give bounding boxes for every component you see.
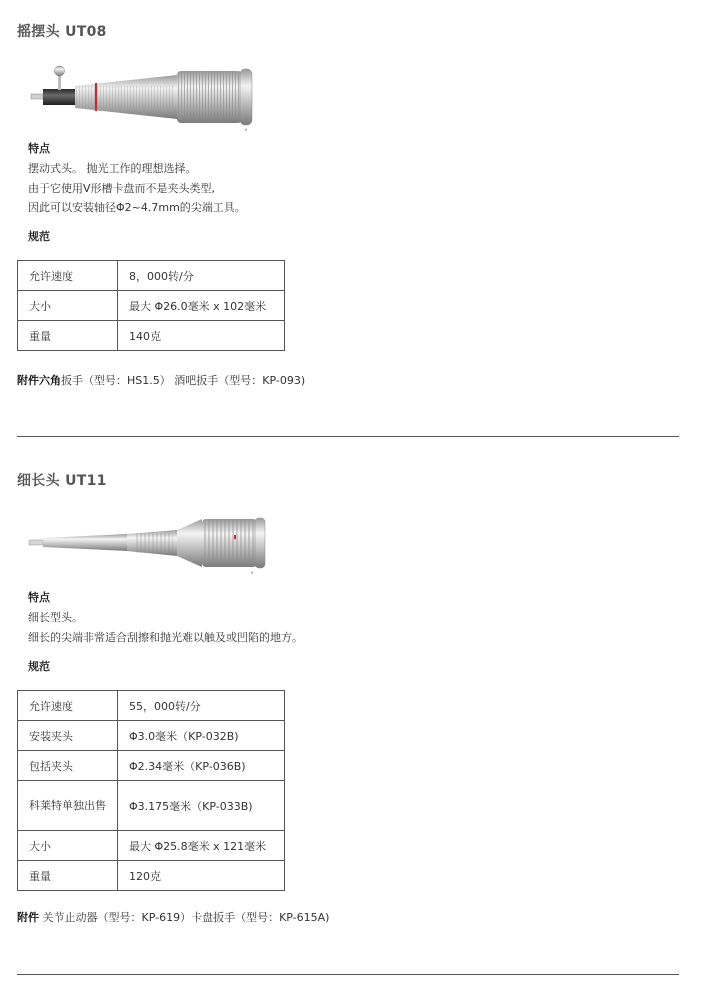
spec-value: 120克 <box>118 861 285 891</box>
spec-label: 规范 <box>28 230 50 243</box>
spec-row <box>18 721 285 751</box>
product-title: 细长头 UT11 <box>17 473 107 489</box>
spec-value: 55，000转/分 <box>118 691 285 721</box>
product-title: 摇摆头 UT08 <box>17 24 107 40</box>
feature-line: 细长的尖端非常适合刮擦和抛光难以触及或凹陷的地方。 <box>28 631 303 644</box>
spec-row <box>18 291 285 321</box>
spec-row <box>18 321 285 351</box>
spec-value: Φ3.175毫米（KP-033B) <box>118 781 285 831</box>
spec-value: 140克 <box>118 321 285 351</box>
spec-value: Φ2.34毫米（KP-036B) <box>118 751 285 781</box>
spec-key: 安装夹头 <box>18 721 118 751</box>
features-label: 特点 <box>28 142 50 155</box>
spec-key: 允许速度 <box>18 691 118 721</box>
feature-line: 因此可以安装轴径Φ2~4.7mm的尖端工具。 <box>28 201 246 214</box>
spec-key: 大小 <box>18 291 118 321</box>
svg-text:▲: ▲ <box>251 570 254 574</box>
spec-key: 重量 <box>18 861 118 891</box>
product-photo-ut08 <box>27 58 267 133</box>
spec-value: 最大 Φ25.8毫米 x 121毫米 <box>118 831 285 861</box>
spec-row <box>18 831 285 861</box>
accessories-text: 关节止动器（型号：KP-619）卡盘扳手（型号：KP-615A) <box>39 911 330 924</box>
spec-key: 包括夹头 <box>18 751 118 781</box>
accessories-text: 扳手（型号：HS1.5） 酒吧扳手（型号：KP-093) <box>61 374 306 387</box>
feature-line: 由于它使用V形槽卡盘而不是夹头类型, <box>28 182 216 195</box>
spec-row <box>18 751 285 781</box>
accessories-line <box>17 372 305 388</box>
accessories-bold: 六角 <box>39 374 61 387</box>
feature-line: 细长型头。 <box>28 611 83 624</box>
spec-table <box>17 260 285 351</box>
spec-value: 最大 Φ26.0毫米 x 102毫米 <box>118 291 285 321</box>
svg-text:▲: ▲ <box>245 127 248 131</box>
features-label: 特点 <box>28 591 50 604</box>
spec-key: 大小 <box>18 831 118 861</box>
spec-value: Φ3.0毫米（KP-032B) <box>118 721 285 751</box>
spec-label: 规范 <box>28 660 50 673</box>
accessories-label: 附件 <box>17 374 39 387</box>
spec-row <box>18 261 285 291</box>
spec-value: 8，000转/分 <box>118 261 285 291</box>
feature-line: 摆动式头。 抛光工作的理想选择。 <box>28 162 197 175</box>
spec-key: 允许速度 <box>18 261 118 291</box>
spec-row <box>18 781 285 831</box>
spec-key: 重量 <box>18 321 118 351</box>
spec-table <box>17 690 285 891</box>
spec-row <box>18 861 285 891</box>
spec-key: 科莱特单独出售 <box>18 781 118 831</box>
accessories-label: 附件 <box>17 911 39 924</box>
spec-row <box>18 691 285 721</box>
accessories-line <box>17 909 329 925</box>
section-divider <box>17 974 679 975</box>
section-divider <box>17 436 679 437</box>
product-photo-ut11 <box>27 515 267 575</box>
